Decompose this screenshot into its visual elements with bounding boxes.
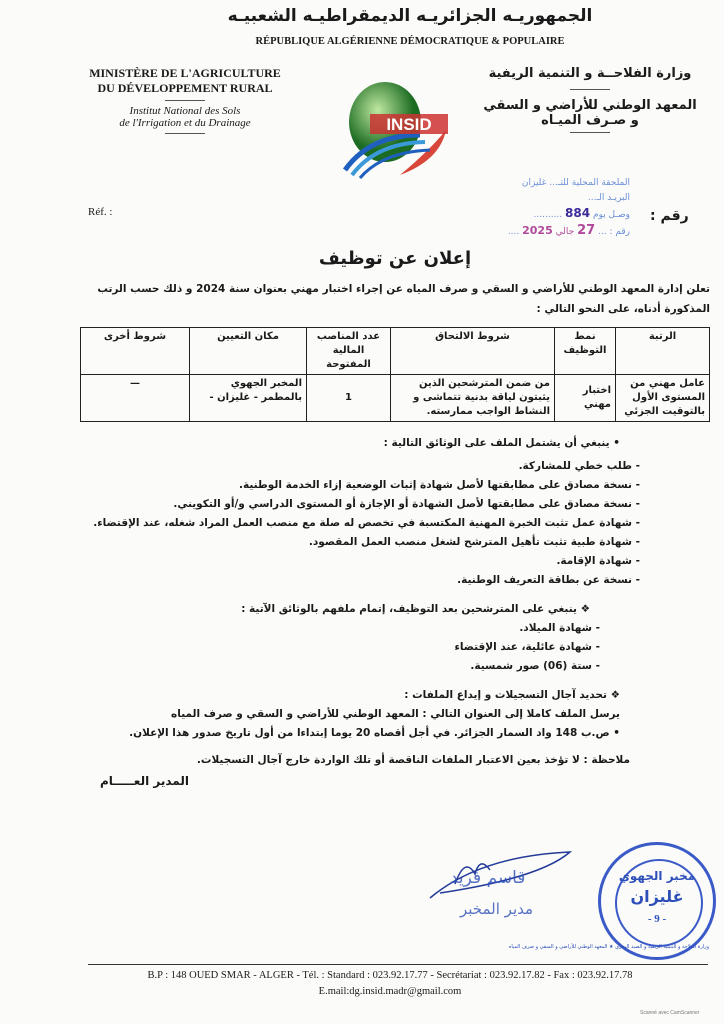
scanner-watermark: Scanné avec CamScanner: [640, 1010, 700, 1016]
list-item: - شهادة الإقامة.: [556, 555, 640, 567]
divider: [570, 89, 610, 90]
cell-count: 1: [307, 375, 391, 422]
table-header-row: [81, 328, 710, 375]
divider: [570, 132, 610, 133]
institute-ar-1: المعهد الوطني للأراضي و السقي: [483, 98, 697, 113]
header-cell: نمط التوظيف: [555, 328, 616, 375]
signature: [420, 848, 580, 938]
section-heading: تحديد آجال التسجيلات و إيداع الملفات :: [404, 689, 607, 701]
received-number: 884: [565, 206, 591, 220]
documents-list: [80, 457, 640, 590]
cell-rank: عامل مهني من المستوى الأول بالتوقيت الجزئي: [616, 375, 710, 422]
header-cell: الرتبة: [616, 328, 710, 375]
note: ملاحظة : لا تؤخذ بعين الاعتبار الملفات الناقصة أو تلك الواردة خارج آجال التسجيلات.: [196, 754, 630, 766]
section-documents: • ينبغي أن يشتمل الملف على الوثائق التالية : - طلب خطي للمشاركة. - نسخة مصادق على مطابقتها لأصل شهادة إثبات الوضعية إزاء الخدمة الوطنية. - نسخة مصادق على مطابقتها لأصل الشهادة أو الإجازة أو المستوى الدراسي و/أو التكويني. - شهادة عمل تثبت الخبرة المهنية المكتسبة في تخصص له صلة مع منصب العمل المراد شغله، عند الإقتضاء. - شهادة طبية تثبت تأهيل المترشح لشغل منصب العمل المقصود. - شهادة الإقامة. - نسخة عن بطاقة التعريف الوطنية.: [80, 434, 710, 590]
announcement-body: [80, 248, 710, 790]
header-cell: مكان التعيين: [190, 328, 307, 375]
divider: [165, 100, 205, 101]
stamp-line: البريـد الـ...: [587, 193, 630, 203]
signature-name: قاسم فريد: [450, 868, 526, 888]
list-item: - شهادة عمل تثبت الخبرة المهنية المكتسبة في تخصص له صلة مع منصب العمل المراد شغله، عند الإقتضاء.: [93, 517, 640, 529]
seal-city: غليزان: [630, 887, 684, 906]
stamp-line: رقم :: [609, 227, 630, 237]
cell-location: المخبر الجهوي بالمطمر - غليزان -: [190, 375, 307, 422]
intro-paragraph: تعلن إدارة المعهد الوطني للأراضي و السقي و صرف المياه عن إجراء اختبار مهني بعنوان سنة 2024 و ذلك حسب الرتب المذكورة أدناه، على النحو التالي :: [97, 283, 710, 315]
list-item: - نسخة مصادق على مطابقتها لأصل شهادة إثبات الوضعية إزاء الخدمة الوطنية.: [238, 479, 640, 491]
received-stamp: الملحقة المحلية للتـ... غليزان البريـد الـ... وصـل يوم 884 .......... رقم : ... 27 جالي 2025 ....: [400, 176, 630, 240]
header-cell: عدد المناصب المالية المفتوحة: [307, 328, 391, 375]
table-row: [81, 375, 710, 422]
page-title: إعلان عن توظيف: [318, 248, 472, 269]
divider: [165, 133, 205, 134]
official-seal: [508, 842, 716, 960]
ref-fr: Réf. :: [88, 206, 113, 218]
list-item: - شهادة الميلاد.: [519, 622, 600, 634]
logo-text: INSID: [386, 115, 432, 134]
seal-ring-text: وزارة الفلاحة و التنمية الريفية و الصيد البحري ★ المعهد الوطني للأراضي و السقي و صرف المياه: [508, 944, 709, 950]
list-item: - نسخة عن بطاقة التعريف الوطنية.: [457, 574, 640, 586]
footer-divider: [88, 964, 708, 965]
seal-text: مخبر الجهوي: [618, 869, 696, 883]
footer: [60, 968, 720, 1000]
received-day: 27: [577, 223, 596, 238]
cell-other: —: [81, 375, 190, 422]
address-line: يرسل الملف كاملا إلى العنوان التالي : المعهد الوطني للأراضي و السقي و صرف المياه: [171, 708, 620, 720]
institute-ar-2: و صـرف الميـاه: [541, 113, 639, 128]
list-item: - ستة (06) صور شمسية.: [470, 660, 600, 672]
seal-number: - 9 -: [647, 913, 667, 925]
received-year: 2025: [522, 224, 553, 237]
list-item: - شهادة عائلية، عند الإقتضاء: [454, 641, 600, 653]
cell-conditions: من ضمن المترشحين الذين يثبتون لياقة بدنية تتماشى و النشاط الواجب ممارسته.: [391, 375, 555, 422]
insid-logo: [340, 80, 450, 180]
list-item: - شهادة طبية تثبت تأهيل المترشح لشغل منصب العمل المقصود.: [308, 536, 640, 548]
cell-mode: اختبار مهني: [555, 375, 616, 422]
stamp-line: وصـل يوم: [592, 210, 630, 220]
ref-ar: رقم :: [650, 208, 689, 224]
ministry-fr-1: MINISTÈRE DE L'AGRICULTURE: [89, 66, 281, 80]
footer-email: E.mail:dg.insid.madr@gmail.com: [318, 986, 462, 997]
ministry-ar: وزارة الفلاحــة و التنمية الريفية: [488, 66, 692, 81]
positions-table: [80, 327, 710, 422]
section-deadlines: ❖ تحديد آجال التسجيلات و إيداع الملفات : يرسل الملف كاملا إلى العنوان التالي : المعهد الوطني للأراضي و السقي و صرف المياه • ص.ب 148 واد السمار الجزائر. في أجل أقصاه 20 يوما إبتداءا من أول تاريخ صدور هذا الإعلان.: [80, 686, 710, 743]
header-cell: شروط الالتحاق: [391, 328, 555, 375]
list-item: - طلب خطي للمشاركة.: [518, 460, 640, 472]
list-item: - نسخة مصادق على مطابقتها لأصل الشهادة أو الإجازة أو المستوى الدراسي و/أو التكويني.: [173, 498, 640, 510]
section-after-hiring: ❖ ينبغي على المترشحين بعد التوظيف، إتمام ملفهم بالوثائق الآتية : - شهادة الميلاد. - شهادة عائلية، عند الإقتضاء - ستة (06) صور شمسية.: [80, 600, 710, 676]
received-month: جالي: [555, 227, 575, 237]
ministry-fr-block: [60, 66, 310, 138]
ministry-fr-2: DU DÉVELOPPEMENT RURAL: [97, 81, 273, 95]
footer-contact: B.P : 148 OUED SMAR - ALGER - Tél. : Standard : 023.92.17.77 - Secrétariat : 023.92.17.82 - Fax : 023.92.17.78: [147, 970, 633, 981]
ministry-ar-block: [462, 66, 718, 137]
header-cell: شروط أخرى: [81, 328, 190, 375]
director-title: المدير العـــــام: [100, 774, 189, 788]
section-heading: ينبغي على المترشحين بعد التوظيف، إتمام ملفهم بالوثائق الآتية :: [241, 603, 577, 615]
republic-fr: RÉPUBLIQUE ALGÉRIENNE DÉMOCRATIQUE & POPULAIRE: [255, 36, 565, 47]
stamp-line: الملحقة المحلية للتـ... غليزان: [521, 178, 630, 188]
institute-fr-2: de l'Irrigation et du Drainage: [119, 117, 251, 129]
republic-ar: الجمهوريـه الجزائريـه الديمقراطيـه الشعبيـه: [227, 6, 593, 26]
deadline-line: ص.ب 148 واد السمار الجزائر. في أجل أقصاه 20 يوما إبتداءا من أول تاريخ صدور هذا الإعلان.: [129, 727, 610, 739]
signature-title: مدير المخبر: [460, 900, 534, 918]
section-heading: ينبغي أن يشتمل الملف على الوثائق التالية :: [383, 437, 610, 449]
institute-fr-1: Institut National des Sols: [129, 105, 241, 117]
